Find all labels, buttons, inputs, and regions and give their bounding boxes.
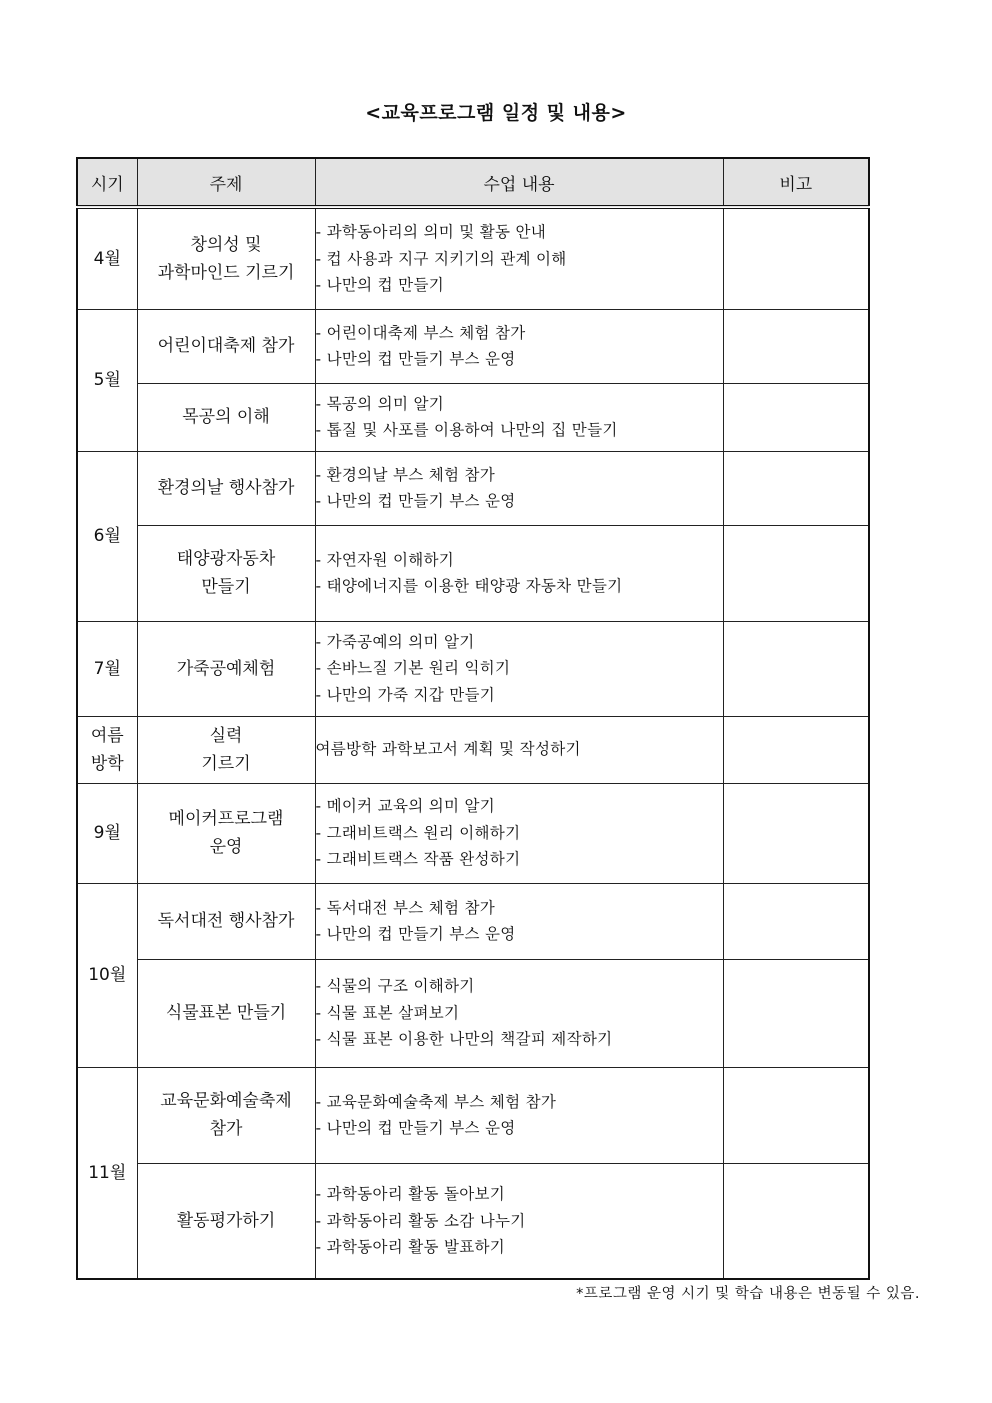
header-topic: 주제 bbox=[137, 158, 315, 207]
topic-cell bbox=[137, 716, 315, 783]
content-cell bbox=[315, 959, 723, 1067]
content-line: - 컵 사용과 지구 지키기의 관계 이해 bbox=[315, 249, 567, 268]
content-line: - 나만의 컵 만들기 부스 운영 bbox=[315, 492, 516, 510]
content-line: - 식물의 구조 이해하기 bbox=[315, 977, 475, 996]
content-line: - 식물 표본 이용한 나만의 책갈피 제작하기 bbox=[315, 1030, 613, 1049]
content-line: - 과학동아리 활동 발표하기 bbox=[315, 1238, 506, 1256]
remarks-cell bbox=[723, 621, 869, 716]
month-cell: 9월 bbox=[77, 783, 137, 883]
table-row bbox=[77, 959, 869, 1067]
topic-line: 메이커프로그램 bbox=[168, 809, 284, 829]
topic-line: 창의성 및 bbox=[190, 234, 262, 255]
topic-line: 만들기 bbox=[201, 577, 251, 597]
content-cell bbox=[315, 783, 723, 883]
month-cell: 11월 bbox=[77, 1067, 137, 1279]
remarks-cell bbox=[723, 383, 869, 451]
header-period: 시기 bbox=[77, 158, 137, 207]
month-line: 방학 bbox=[90, 753, 124, 774]
header-remarks: 비고 bbox=[723, 158, 869, 207]
table-row bbox=[77, 621, 869, 716]
content-cell bbox=[315, 525, 723, 621]
content-line: - 교육문화예술축제 부스 체험 참가 bbox=[315, 1092, 557, 1111]
content-line: - 목공의 의미 알기 bbox=[315, 394, 444, 413]
content-line: - 나만의 컵 만들기 bbox=[315, 276, 444, 294]
content-line: - 자연자원 이해하기 bbox=[315, 550, 455, 569]
table-row bbox=[77, 716, 869, 783]
content-cell bbox=[315, 383, 723, 451]
month-line: 여름 bbox=[90, 725, 124, 746]
content-cell bbox=[315, 451, 723, 525]
topic-cell: 어린이대축제 참가 bbox=[137, 309, 315, 383]
month-cell: 4월 bbox=[77, 207, 137, 309]
content-line: - 과학동아리 활동 돌아보기 bbox=[315, 1185, 506, 1203]
topic-cell: 목공의 이해 bbox=[137, 383, 315, 451]
content-line: - 손바느질 기본 원리 익히기 bbox=[315, 659, 511, 678]
remarks-cell bbox=[723, 716, 869, 783]
topic-line: 참가 bbox=[209, 1119, 243, 1139]
topic-cell bbox=[137, 525, 315, 621]
remarks-cell bbox=[723, 959, 869, 1067]
content-line: - 나만의 컵 만들기 부스 운영 bbox=[315, 1119, 516, 1137]
topic-line: 태양광자동차 bbox=[176, 549, 276, 569]
content-line: - 메이커 교육의 의미 알기 bbox=[315, 797, 496, 816]
remarks-cell bbox=[723, 883, 869, 959]
topic-cell: 환경의날 행사참가 bbox=[137, 451, 315, 525]
content-line: - 톱질 및 사포를 이용하여 나만의 집 만들기 bbox=[315, 421, 618, 439]
content-cell bbox=[315, 883, 723, 959]
table-row bbox=[77, 207, 869, 309]
topic-cell bbox=[137, 1067, 315, 1163]
content-cell bbox=[315, 1067, 723, 1163]
content-cell bbox=[315, 716, 723, 783]
month-cell bbox=[77, 716, 137, 783]
content-line: - 그래비트랙스 원리 이해하기 bbox=[315, 823, 521, 842]
content-cell bbox=[315, 1163, 723, 1279]
content-line: - 가죽공예의 의미 알기 bbox=[315, 632, 475, 651]
footnote: *프로그램 운영 시기 및 학습 내용은 변동될 수 있음. bbox=[576, 1286, 920, 1302]
content-line: - 나만의 컵 만들기 부스 운영 bbox=[315, 925, 516, 943]
content-line: - 태양에너지를 이용한 태양광 자동차 만들기 bbox=[315, 577, 623, 595]
remarks-cell bbox=[723, 783, 869, 883]
topic-cell bbox=[137, 207, 315, 309]
header-row bbox=[77, 158, 869, 207]
topic-line: 기르기 bbox=[201, 753, 251, 774]
table-row bbox=[77, 1067, 869, 1163]
topic-cell bbox=[137, 783, 315, 883]
table-row bbox=[77, 783, 869, 883]
schedule-table bbox=[76, 157, 870, 1280]
month-cell: 10월 bbox=[77, 883, 137, 1067]
remarks-cell bbox=[723, 1163, 869, 1279]
topic-cell: 독서대전 행사참가 bbox=[137, 883, 315, 959]
content-line: 여름방학 과학보고서 계획 및 작성하기 bbox=[315, 740, 581, 759]
content-cell bbox=[315, 207, 723, 309]
month-cell: 7월 bbox=[77, 621, 137, 716]
content-line: - 나만의 가죽 지갑 만들기 bbox=[315, 685, 496, 704]
topic-line: 운영 bbox=[209, 837, 243, 857]
content-line: - 식물 표본 살펴보기 bbox=[315, 1003, 460, 1022]
topic-cell: 식물표본 만들기 bbox=[137, 959, 315, 1067]
topic-cell: 가죽공예체험 bbox=[137, 621, 315, 716]
page-title: <교육프로그램 일정 및 내용> bbox=[365, 102, 627, 124]
table-row bbox=[77, 309, 869, 383]
content-cell bbox=[315, 621, 723, 716]
month-cell: 6월 bbox=[77, 451, 137, 621]
content-line: - 과학동아리 활동 소감 나누기 bbox=[315, 1211, 526, 1230]
content-line: - 그래비트랙스 작품 완성하기 bbox=[315, 850, 521, 869]
table-row bbox=[77, 1163, 869, 1279]
header-content: 수업 내용 bbox=[315, 158, 723, 207]
content-cell bbox=[315, 309, 723, 383]
month-cell: 5월 bbox=[77, 309, 137, 451]
table-row bbox=[77, 525, 869, 621]
remarks-cell bbox=[723, 451, 869, 525]
topic-line: 교육문화예술축제 bbox=[160, 1091, 292, 1111]
remarks-cell bbox=[723, 207, 869, 309]
remarks-cell bbox=[723, 1067, 869, 1163]
content-line: - 독서대전 부스 체험 참가 bbox=[315, 898, 496, 917]
table-row bbox=[77, 883, 869, 959]
table-row bbox=[77, 383, 869, 451]
topic-line: 과학마인드 기르기 bbox=[157, 262, 295, 283]
topic-cell: 활동평가하기 bbox=[137, 1163, 315, 1279]
content-line: - 나만의 컵 만들기 부스 운영 bbox=[315, 350, 516, 368]
content-line: - 어린이대축제 부스 체험 참가 bbox=[315, 323, 526, 342]
remarks-cell bbox=[723, 525, 869, 621]
content-line: - 과학동아리의 의미 및 활동 안내 bbox=[315, 223, 547, 241]
content-line: - 환경의날 부스 체험 참가 bbox=[315, 465, 496, 484]
remarks-cell bbox=[723, 309, 869, 383]
topic-line: 실력 bbox=[209, 725, 243, 746]
table-row bbox=[77, 451, 869, 525]
